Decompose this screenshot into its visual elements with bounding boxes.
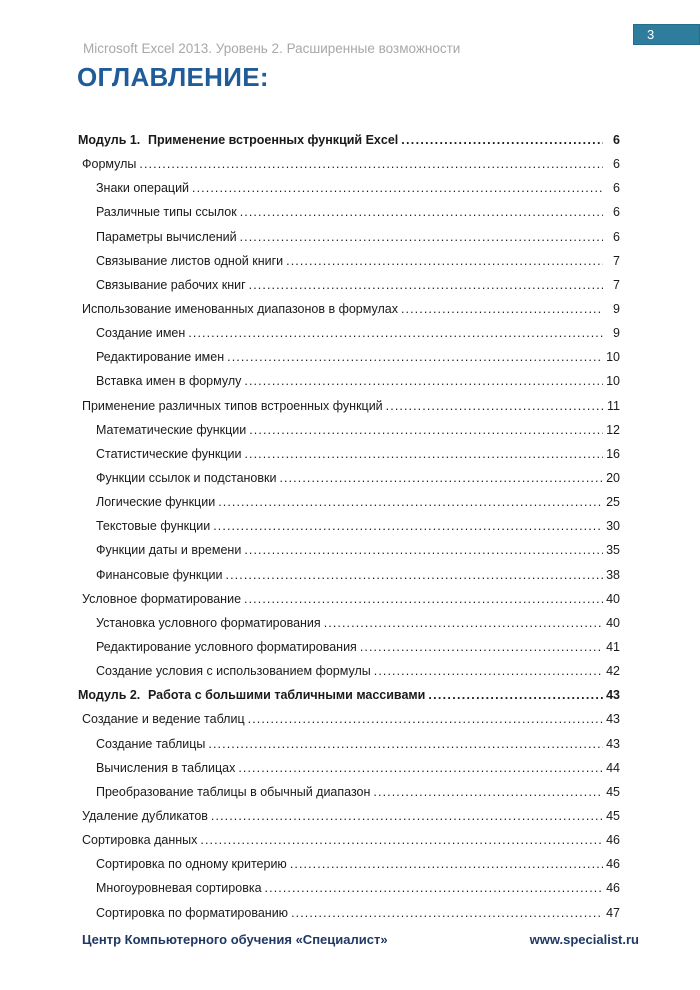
footer-website-link[interactable]: www.specialist.ru <box>529 932 639 947</box>
toc-entry[interactable] <box>78 490 620 514</box>
toc-entry[interactable] <box>78 249 620 273</box>
toc-entry-page: 47 <box>606 905 620 920</box>
toc-dot-leader <box>373 780 603 804</box>
toc-entry-page: 6 <box>613 205 620 220</box>
toc-entry-label: Финансовые функции <box>96 567 223 582</box>
toc-entry-page: 40 <box>606 591 620 606</box>
toc-entry-page: 20 <box>606 470 620 485</box>
toc-entry-page: 7 <box>613 253 620 268</box>
toc-dot-leader <box>291 901 603 925</box>
toc-entry-label: Создание и ведение таблиц <box>82 712 245 727</box>
toc-entry-page: 6 <box>613 181 620 196</box>
toc-dot-leader <box>290 852 603 876</box>
toc-dot-leader <box>386 394 603 418</box>
toc-entry-page: 35 <box>606 543 620 558</box>
toc-dot-leader <box>238 756 603 780</box>
page-footer <box>82 932 639 947</box>
toc-entry[interactable] <box>78 683 620 707</box>
toc-entry-label: Создание имен <box>96 326 186 341</box>
toc-entry-label: Вычисления в таблицах <box>96 760 236 775</box>
toc-entry-label: Различные типы ссылок <box>96 205 237 220</box>
toc-entry-page: 43 <box>606 736 620 751</box>
toc-dot-leader <box>286 249 603 273</box>
toc-dot-leader <box>279 466 603 490</box>
toc-entry-page: 6 <box>613 229 620 244</box>
toc-entry[interactable] <box>78 852 620 876</box>
toc-entry-page: 30 <box>606 519 620 534</box>
toc-entry-label: Функции даты и времени <box>96 543 242 558</box>
toc-entry[interactable] <box>78 756 620 780</box>
toc-entry-page: 41 <box>606 639 620 654</box>
toc-entry-page: 46 <box>606 881 620 896</box>
toc-entry-label: Вставка имен в формулу <box>96 374 242 389</box>
toc-entry-prefix: Модуль 2. <box>78 688 141 703</box>
toc-entry[interactable] <box>78 707 620 731</box>
toc-entry-label: Сортировка по одному критерию <box>96 857 287 872</box>
toc-dot-leader <box>208 732 603 756</box>
toc-entry-label: Параметры вычислений <box>96 229 237 244</box>
toc-entry[interactable] <box>78 876 620 900</box>
toc-dot-leader <box>192 176 603 200</box>
toc-entry[interactable] <box>78 611 620 635</box>
toc-entry-page: 10 <box>606 374 620 389</box>
toc-entry[interactable] <box>78 587 620 611</box>
toc-entry-label: Условное форматирование <box>82 591 242 606</box>
toc-entry-label: Работа с большими табличными массивами <box>148 688 426 703</box>
toc-entry-page: 42 <box>606 664 620 679</box>
toc-entry-label: Применение различных типов встроенных функций <box>82 398 383 413</box>
toc-dot-leader <box>188 321 603 345</box>
toc-entry-page: 44 <box>606 760 620 775</box>
toc-dot-leader <box>360 635 603 659</box>
toc-dot-leader <box>200 828 603 852</box>
toc-dot-leader <box>244 369 603 393</box>
toc-dot-leader <box>213 514 603 538</box>
toc-dot-leader <box>249 418 603 442</box>
toc-entry-page: 43 <box>606 712 620 727</box>
table-of-contents <box>78 128 620 925</box>
toc-entry-label: Связывание листов одной книги <box>96 253 284 268</box>
toc-entry[interactable] <box>78 901 620 925</box>
toc-dot-leader <box>218 490 603 514</box>
toc-entry[interactable] <box>78 442 620 466</box>
toc-entry-page: 38 <box>606 567 620 582</box>
toc-entry-label: Сортировка данных <box>82 833 198 848</box>
toc-entry-label: Создание таблицы <box>96 736 206 751</box>
toc-entry-label: Использование именованных диапазонов в формулах <box>82 301 398 316</box>
toc-entry[interactable] <box>78 321 620 345</box>
toc-entry-label: Математические функции <box>96 422 247 437</box>
page-number-badge <box>633 24 700 45</box>
toc-entry-label: Редактирование имен <box>96 350 225 365</box>
toc-entry-page: 6 <box>613 157 620 172</box>
toc-entry[interactable] <box>78 780 620 804</box>
toc-entry-label: Связывание рабочих книг <box>96 277 246 292</box>
toc-dot-leader <box>244 538 603 562</box>
page-title: ОГЛАВЛЕНИЕ: <box>77 62 269 92</box>
toc-entry[interactable] <box>78 828 620 852</box>
toc-entry-label: Сортировка по форматированию <box>96 905 289 920</box>
toc-dot-leader <box>211 804 603 828</box>
toc-entry[interactable] <box>78 345 620 369</box>
toc-entry-label: Формулы <box>82 157 137 172</box>
toc-entry-label: Применение встроенных функций Excel <box>148 133 399 147</box>
toc-dot-leader <box>244 442 603 466</box>
toc-entry-page: 46 <box>606 833 620 848</box>
toc-entry-page: 25 <box>606 495 620 510</box>
toc-dot-leader <box>244 587 603 611</box>
toc-entry[interactable] <box>78 128 620 152</box>
toc-entry[interactable] <box>78 225 620 249</box>
toc-entry[interactable] <box>78 466 620 490</box>
toc-entry-page: 11 <box>607 398 620 413</box>
toc-entry[interactable] <box>78 200 620 224</box>
toc-entry-label: Функции ссылок и подстановки <box>96 470 277 485</box>
toc-entry-prefix: Модуль 1. <box>78 133 141 147</box>
toc-dot-leader <box>428 683 603 707</box>
toc-entry[interactable] <box>78 297 620 321</box>
toc-entry[interactable] <box>78 538 620 562</box>
toc-entry-label: Создание условия с использованием формулы <box>96 664 371 679</box>
toc-entry-page: 40 <box>606 615 620 630</box>
toc-entry-label: Логические функции <box>96 495 216 510</box>
toc-entry-label: Установка условного форматирования <box>96 615 321 630</box>
toc-dot-leader <box>374 659 603 683</box>
toc-dot-leader <box>248 707 603 731</box>
toc-entry-label: Знаки операций <box>96 181 190 196</box>
toc-entry-page: 12 <box>606 422 620 437</box>
toc-entry[interactable] <box>78 176 620 200</box>
toc-entry[interactable] <box>78 394 620 418</box>
toc-entry-label: Преобразование таблицы в обычный диапазон <box>96 784 371 799</box>
toc-dot-leader <box>401 128 603 152</box>
toc-entry[interactable] <box>78 514 620 538</box>
toc-dot-leader <box>240 225 603 249</box>
footer-org-name: Центр Компьютерного обучения «Специалист» <box>82 932 388 947</box>
toc-dot-leader <box>265 876 603 900</box>
toc-entry-page: 7 <box>613 277 620 292</box>
toc-entry-label: Статистические функции <box>96 446 242 461</box>
toc-entry-page: 10 <box>606 350 620 365</box>
toc-entry[interactable] <box>78 418 620 442</box>
toc-entry[interactable] <box>78 659 620 683</box>
toc-entry-page: 43 <box>606 688 620 703</box>
toc-dot-leader <box>401 297 603 321</box>
toc-dot-leader <box>139 152 603 176</box>
toc-entry-label: Текстовые функции <box>96 519 211 534</box>
toc-entry[interactable] <box>78 563 620 587</box>
running-header: Microsoft Excel 2013. Уровень 2. Расширенные возможности <box>83 41 461 56</box>
toc-dot-leader <box>227 345 603 369</box>
toc-entry-page: 46 <box>606 857 620 872</box>
toc-entry-label: Редактирование условного форматирования <box>96 639 357 654</box>
toc-dot-leader <box>249 273 603 297</box>
toc-entry-page: 45 <box>606 808 620 823</box>
toc-entry-page: 9 <box>613 326 620 341</box>
toc-entry-page: 9 <box>613 301 620 316</box>
toc-entry-page: 45 <box>606 784 620 799</box>
toc-dot-leader <box>226 563 603 587</box>
toc-entry[interactable] <box>78 152 620 176</box>
toc-dot-leader <box>324 611 603 635</box>
toc-entry-page: 6 <box>613 133 620 147</box>
toc-entry-page: 16 <box>606 446 620 461</box>
toc-dot-leader <box>240 200 603 224</box>
toc-entry[interactable] <box>78 369 620 393</box>
toc-entry[interactable] <box>78 732 620 756</box>
toc-entry-label: Удаление дубликатов <box>82 808 208 823</box>
toc-entry-label: Многоуровневая сортировка <box>96 881 262 896</box>
toc-entry[interactable] <box>78 804 620 828</box>
toc-entry[interactable] <box>78 273 620 297</box>
toc-entry[interactable] <box>78 635 620 659</box>
page-number: 3 <box>647 27 655 42</box>
